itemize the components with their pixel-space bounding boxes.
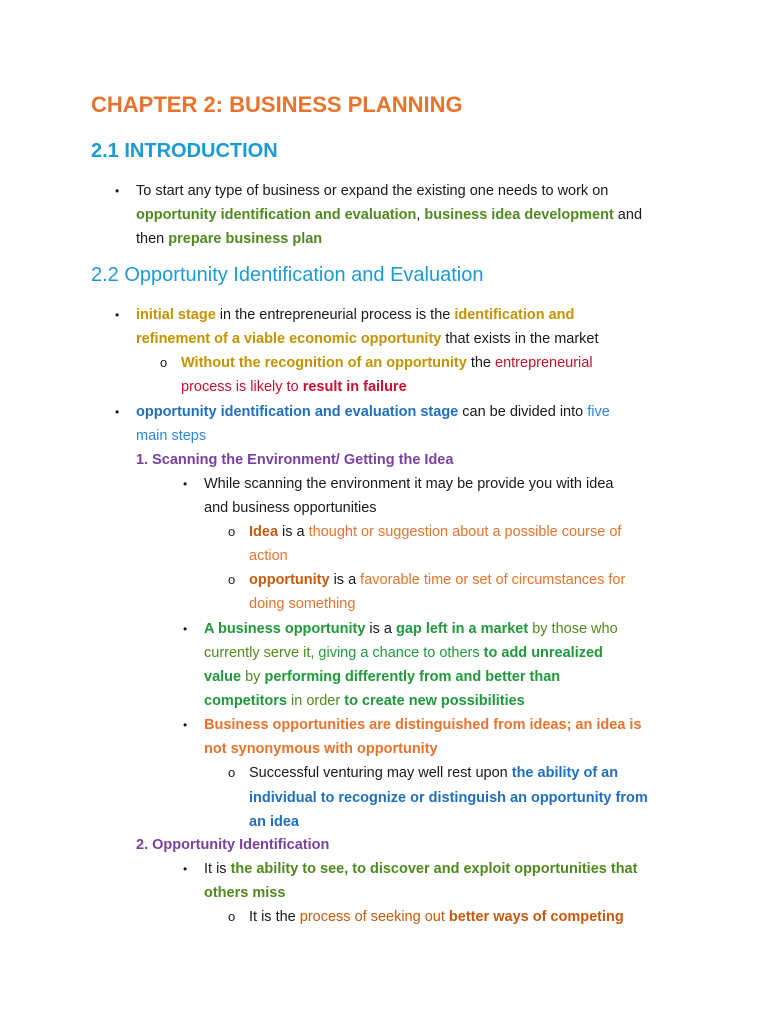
scan-line-1: While scanning the environment it may be provide you with idea (204, 476, 614, 492)
business-opportunity-line-3: value by performing differently from and better than (204, 669, 561, 685)
recognition-line-2: process is likely to result in failure (181, 379, 407, 395)
steps-line-1: opportunity identification and evaluation stage can be divided into five (136, 404, 610, 420)
recognition-line-1: Without the recognition of an opportunity the entrepreneurial (181, 355, 593, 371)
intro-line-1: To start any type of business or expand the existing one needs to work on (136, 183, 609, 199)
sub-bullet-glyph: o (228, 909, 236, 924)
stage-line-2: refinement of a viable economic opportunity that exists in the market (136, 331, 599, 347)
identification-line-2: others miss (204, 885, 286, 901)
section-heading-introduction: 2.1 INTRODUCTION (91, 140, 278, 162)
sub-bullet-glyph: o (160, 355, 168, 370)
step-2-heading: 2. Opportunity Identification (136, 837, 330, 853)
bullet-glyph: • (115, 308, 120, 322)
distinguished-line-1: Business opportunities are distinguished from ideas; an idea is (204, 717, 642, 733)
bullet-glyph: • (115, 405, 120, 419)
opportunity-def-line-2: doing something (249, 596, 356, 612)
business-opportunity-line-1: A business opportunity is a gap left in a market by those who (204, 621, 618, 637)
bullet-glyph: • (115, 184, 120, 198)
steps-line-2: main steps (136, 428, 207, 444)
chapter-title: CHAPTER 2: BUSINESS PLANNING (91, 92, 463, 117)
sub-bullet-glyph: o (228, 572, 236, 587)
sub-bullet-glyph: o (228, 524, 236, 539)
bullet-glyph: • (183, 718, 188, 732)
competing-line-1: It is the process of seeking out better ways of competing (249, 909, 624, 925)
scan-line-2: and business opportunities (204, 500, 377, 516)
intro-line-2: opportunity identification and evaluation, business idea development and (136, 207, 643, 223)
distinguished-line-2: not synonymous with opportunity (204, 741, 438, 757)
section-heading-opportunity: 2.2 Opportunity Identification and Evaluation (91, 264, 484, 286)
step-1-heading: 1. Scanning the Environment/ Getting the Idea (136, 452, 454, 468)
business-opportunity-line-4: competitors in order to create new possibilities (204, 693, 525, 709)
idea-def-line-1: Idea is a thought or suggestion about a possible course of (249, 524, 622, 540)
venturing-line-2: individual to recognize or distinguish an opportunity from (249, 790, 648, 806)
intro-line-3: then prepare business plan (136, 231, 323, 247)
identification-line-1: It is the ability to see, to discover and exploit opportunities that (204, 861, 638, 877)
bullet-glyph: • (183, 622, 188, 636)
opportunity-def-line-1: opportunity is a favorable time or set of circumstances for (249, 572, 626, 588)
venturing-line-3: an idea (249, 814, 299, 830)
business-opportunity-line-2: currently serve it, giving a chance to others to add unrealized (204, 645, 603, 661)
venturing-line-1: Successful venturing may well rest upon the ability of an (249, 765, 619, 781)
bullet-glyph: • (183, 477, 188, 491)
idea-def-line-2: action (249, 548, 288, 564)
sub-bullet-glyph: o (228, 765, 236, 780)
stage-line-1: initial stage in the entrepreneurial process is the identification and (136, 307, 575, 323)
bullet-glyph: • (183, 862, 188, 876)
